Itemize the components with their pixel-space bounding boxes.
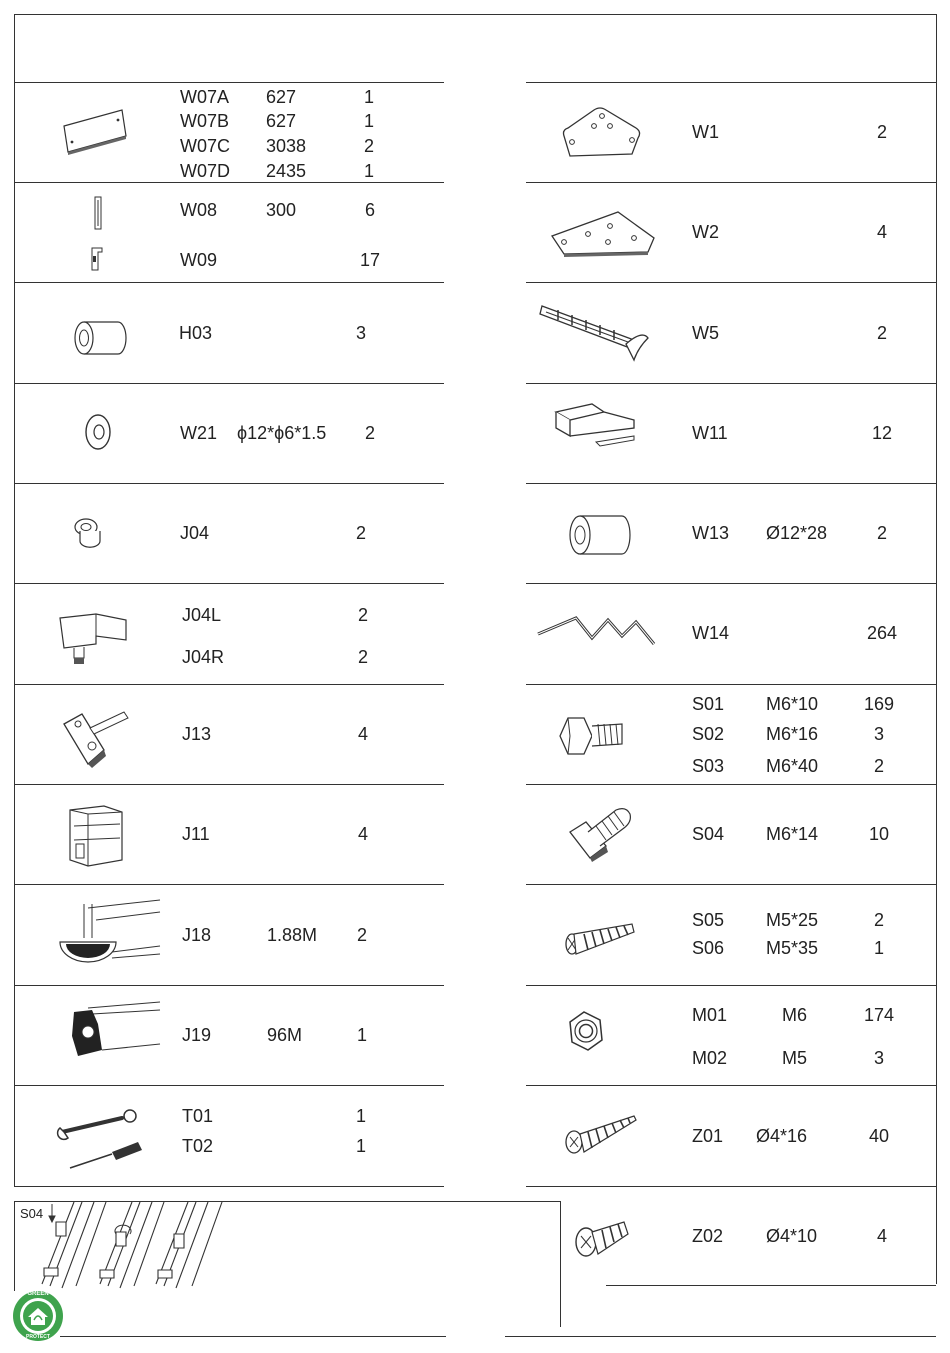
part-code: W07B <box>180 111 230 131</box>
row-separator <box>526 383 936 384</box>
part-size: M5 <box>782 1048 808 1068</box>
row-separator <box>14 182 444 183</box>
part-quantity: 12 <box>871 423 893 443</box>
self-tapping-screw-icon <box>562 1112 638 1158</box>
part-quantity: 6 <box>364 200 376 220</box>
part-code: Z02 <box>692 1226 724 1246</box>
part-quantity: 1 <box>355 1106 367 1126</box>
row-separator <box>14 1085 444 1086</box>
part-quantity: 1 <box>356 1025 368 1045</box>
hex-bolt-icon <box>556 712 626 760</box>
part-size: 627 <box>266 111 297 131</box>
clip-icon <box>88 246 106 272</box>
part-code: J04L <box>182 605 222 625</box>
diagram-right-line <box>560 1201 561 1327</box>
spring-wire-icon <box>536 612 656 648</box>
part-quantity: 2 <box>357 605 369 625</box>
right-header-line <box>526 82 936 83</box>
plate-icon <box>62 108 128 154</box>
row-separator <box>526 483 936 484</box>
part-code: W11 <box>692 423 728 443</box>
t-bolt-icon <box>566 802 636 864</box>
part-quantity: 40 <box>868 1126 890 1146</box>
part-size: ϕ12*ϕ6*1.5 <box>237 423 327 443</box>
part-size: Ø12*28 <box>766 523 828 543</box>
part-code: M02 <box>692 1048 728 1068</box>
part-code: S06 <box>692 938 725 958</box>
part-size: M5*25 <box>766 910 819 930</box>
washer-icon <box>82 412 114 452</box>
part-size: M6*10 <box>766 694 819 714</box>
glass-clip-icon <box>552 402 638 452</box>
part-code: W07A <box>180 87 230 107</box>
part-code: J18 <box>182 925 212 945</box>
part-code: M01 <box>692 1005 728 1025</box>
part-quantity: 2 <box>873 910 885 930</box>
part-code: J19 <box>182 1025 212 1045</box>
page-bottom-line-left <box>60 1336 446 1337</box>
part-quantity: 4 <box>876 222 888 242</box>
pin-icon <box>92 196 104 230</box>
part-code: S01 <box>692 694 725 714</box>
part-quantity: 3 <box>873 1048 885 1068</box>
right-bottom-line <box>606 1285 936 1286</box>
part-quantity: 174 <box>863 1005 895 1025</box>
grommet-icon <box>70 515 110 549</box>
countersunk-screw-icon <box>562 918 636 958</box>
hex-nut-icon <box>566 1008 606 1054</box>
corner-bracket-icon <box>548 208 660 256</box>
row-separator <box>526 684 936 685</box>
handle-icon <box>58 706 132 772</box>
diagram-left-line <box>14 1201 15 1291</box>
part-quantity: 1 <box>873 938 885 958</box>
part-code: W5 <box>692 323 719 343</box>
triangle-bracket-icon <box>560 106 642 160</box>
row-separator <box>526 1186 936 1187</box>
diagram-label: S04 <box>20 1206 44 1221</box>
part-code: W09 <box>180 250 218 270</box>
part-quantity: 4 <box>357 824 369 844</box>
part-quantity: 10 <box>868 824 890 844</box>
part-size: M6*16 <box>766 724 819 744</box>
part-quantity: 2 <box>363 136 375 156</box>
badge-bottom-text: PROTECT <box>26 1334 50 1340</box>
part-quantity: 2 <box>876 122 888 142</box>
part-size: Ø4*10 <box>766 1226 818 1246</box>
part-code: W07C <box>180 136 231 156</box>
row-separator <box>14 583 444 584</box>
row-separator <box>14 383 444 384</box>
gutter-corner-icon <box>56 610 128 668</box>
part-size: 3038 <box>266 136 307 156</box>
row-separator <box>14 784 444 785</box>
part-code: W13 <box>692 523 730 543</box>
badge-top-text: GREEN <box>27 1291 49 1297</box>
part-size: 2435 <box>266 161 307 181</box>
row-separator <box>526 282 936 283</box>
part-quantity: 1 <box>355 1136 367 1156</box>
left-header-line <box>14 82 444 83</box>
part-quantity: 4 <box>876 1226 888 1246</box>
row-separator <box>526 1085 936 1086</box>
part-quantity: 4 <box>357 724 369 744</box>
part-code: Z01 <box>692 1126 724 1146</box>
part-quantity: 2 <box>876 323 888 343</box>
right-frame-line <box>936 14 937 1284</box>
row-separator <box>14 684 444 685</box>
part-code: W08 <box>180 200 218 220</box>
left-frame-line <box>14 14 15 1186</box>
part-quantity: 2 <box>876 523 888 543</box>
part-size: M5*35 <box>766 938 819 958</box>
part-code: S05 <box>692 910 725 930</box>
part-quantity: 1 <box>363 161 375 181</box>
row-separator <box>14 1186 444 1187</box>
row-separator <box>14 985 444 986</box>
t-bolt-insertion-diagram-icon <box>36 1200 236 1294</box>
part-size: M6*14 <box>766 824 819 844</box>
row-separator <box>14 282 444 283</box>
part-quantity: 169 <box>863 694 895 714</box>
part-size: M6 <box>782 1005 808 1025</box>
part-code: J04R <box>182 647 225 667</box>
part-code: W1 <box>692 122 719 142</box>
top-frame-line <box>14 14 936 15</box>
part-quantity: 2 <box>357 647 369 667</box>
part-size: 300 <box>266 200 297 220</box>
row-separator <box>14 884 444 885</box>
part-size: 96M <box>267 1025 303 1045</box>
part-code: T01 <box>182 1106 214 1126</box>
tools-icon <box>58 1108 148 1172</box>
row-separator <box>526 884 936 885</box>
row-separator <box>526 985 936 986</box>
part-code: W07D <box>180 161 231 181</box>
part-quantity: 17 <box>359 250 381 270</box>
row-separator <box>526 583 936 584</box>
part-quantity: 264 <box>866 623 898 643</box>
row-separator <box>14 483 444 484</box>
part-code: J13 <box>182 724 212 744</box>
part-quantity: 3 <box>355 323 367 343</box>
rubber-strip-icon <box>68 1000 162 1062</box>
part-size: Ø4*16 <box>756 1126 808 1146</box>
part-size: 1.88M <box>267 925 318 945</box>
part-code: S04 <box>692 824 725 844</box>
window-opener-icon <box>538 300 654 368</box>
part-code: W14 <box>692 623 730 643</box>
part-code: S03 <box>692 756 725 776</box>
part-size: M6*40 <box>766 756 819 776</box>
tube-icon <box>70 318 128 358</box>
part-size: 627 <box>266 87 297 107</box>
pan-head-screw-icon <box>572 1212 632 1262</box>
part-quantity: 1 <box>363 111 375 131</box>
part-code: S02 <box>692 724 725 744</box>
row-separator <box>526 182 936 183</box>
part-code: J04 <box>180 523 210 543</box>
part-code: W2 <box>692 222 719 242</box>
part-quantity: 1 <box>363 87 375 107</box>
part-quantity: 2 <box>356 925 368 945</box>
rubber-seal-icon <box>56 898 162 964</box>
page-bottom-line-right <box>505 1336 936 1337</box>
part-code: J11 <box>182 824 210 844</box>
part-code: W21 <box>180 423 218 443</box>
part-quantity: 2 <box>355 523 367 543</box>
part-quantity: 2 <box>364 423 376 443</box>
part-quantity: 2 <box>873 756 885 776</box>
part-code: T02 <box>182 1136 214 1156</box>
spacer-icon <box>566 512 634 558</box>
profile-connector-icon <box>64 804 126 868</box>
row-separator <box>526 784 936 785</box>
part-code: H03 <box>179 323 213 343</box>
part-quantity: 3 <box>873 724 885 744</box>
